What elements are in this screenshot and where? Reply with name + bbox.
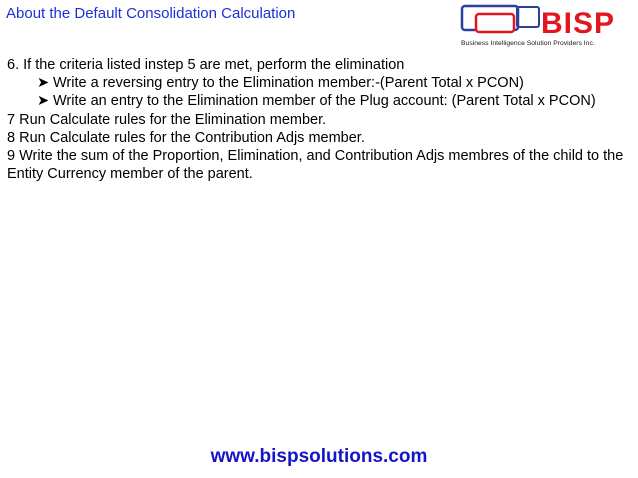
arrow-bullet-icon: ➤ [37,93,50,110]
bullet-text: Write an entry to the Elimination member of the Plug account: (Parent Total x PCON) [53,93,596,110]
step-9-text: 9 Write the sum of the Proportion, Elimination, and Contribution Adjs membres of the child to the Entity Currency member of the parent. [7,148,624,183]
bisp-logo-graphic [457,2,637,48]
footer-website-link[interactable]: www.bispsolutions.com [210,446,428,467]
bisp-logo [457,2,637,48]
arrow-bullet-icon: ➤ [37,75,50,92]
logo-wordmark: BISP [541,7,616,40]
step-7-text: 7 Run Calculate rules for the Elimination member. [7,111,327,128]
slide-body [7,56,627,183]
step-8-text: 8 Run Calculate rules for the Contribution Adjs member. [7,129,365,146]
bullet-item-plug-entry [7,92,627,110]
logo-tagline: Business Intelligence Solution Providers Inc. [461,40,595,47]
slide-title: About the Default Consolidation Calculation [6,5,296,22]
bullet-text: Write a reversing entry to the Elimination member:-(Parent Total x PCON) [53,75,524,92]
step-6-text: 6. If the criteria listed instep 5 are met, perform the elimination [7,57,405,73]
bullet-item-reversing-entry [7,74,627,92]
